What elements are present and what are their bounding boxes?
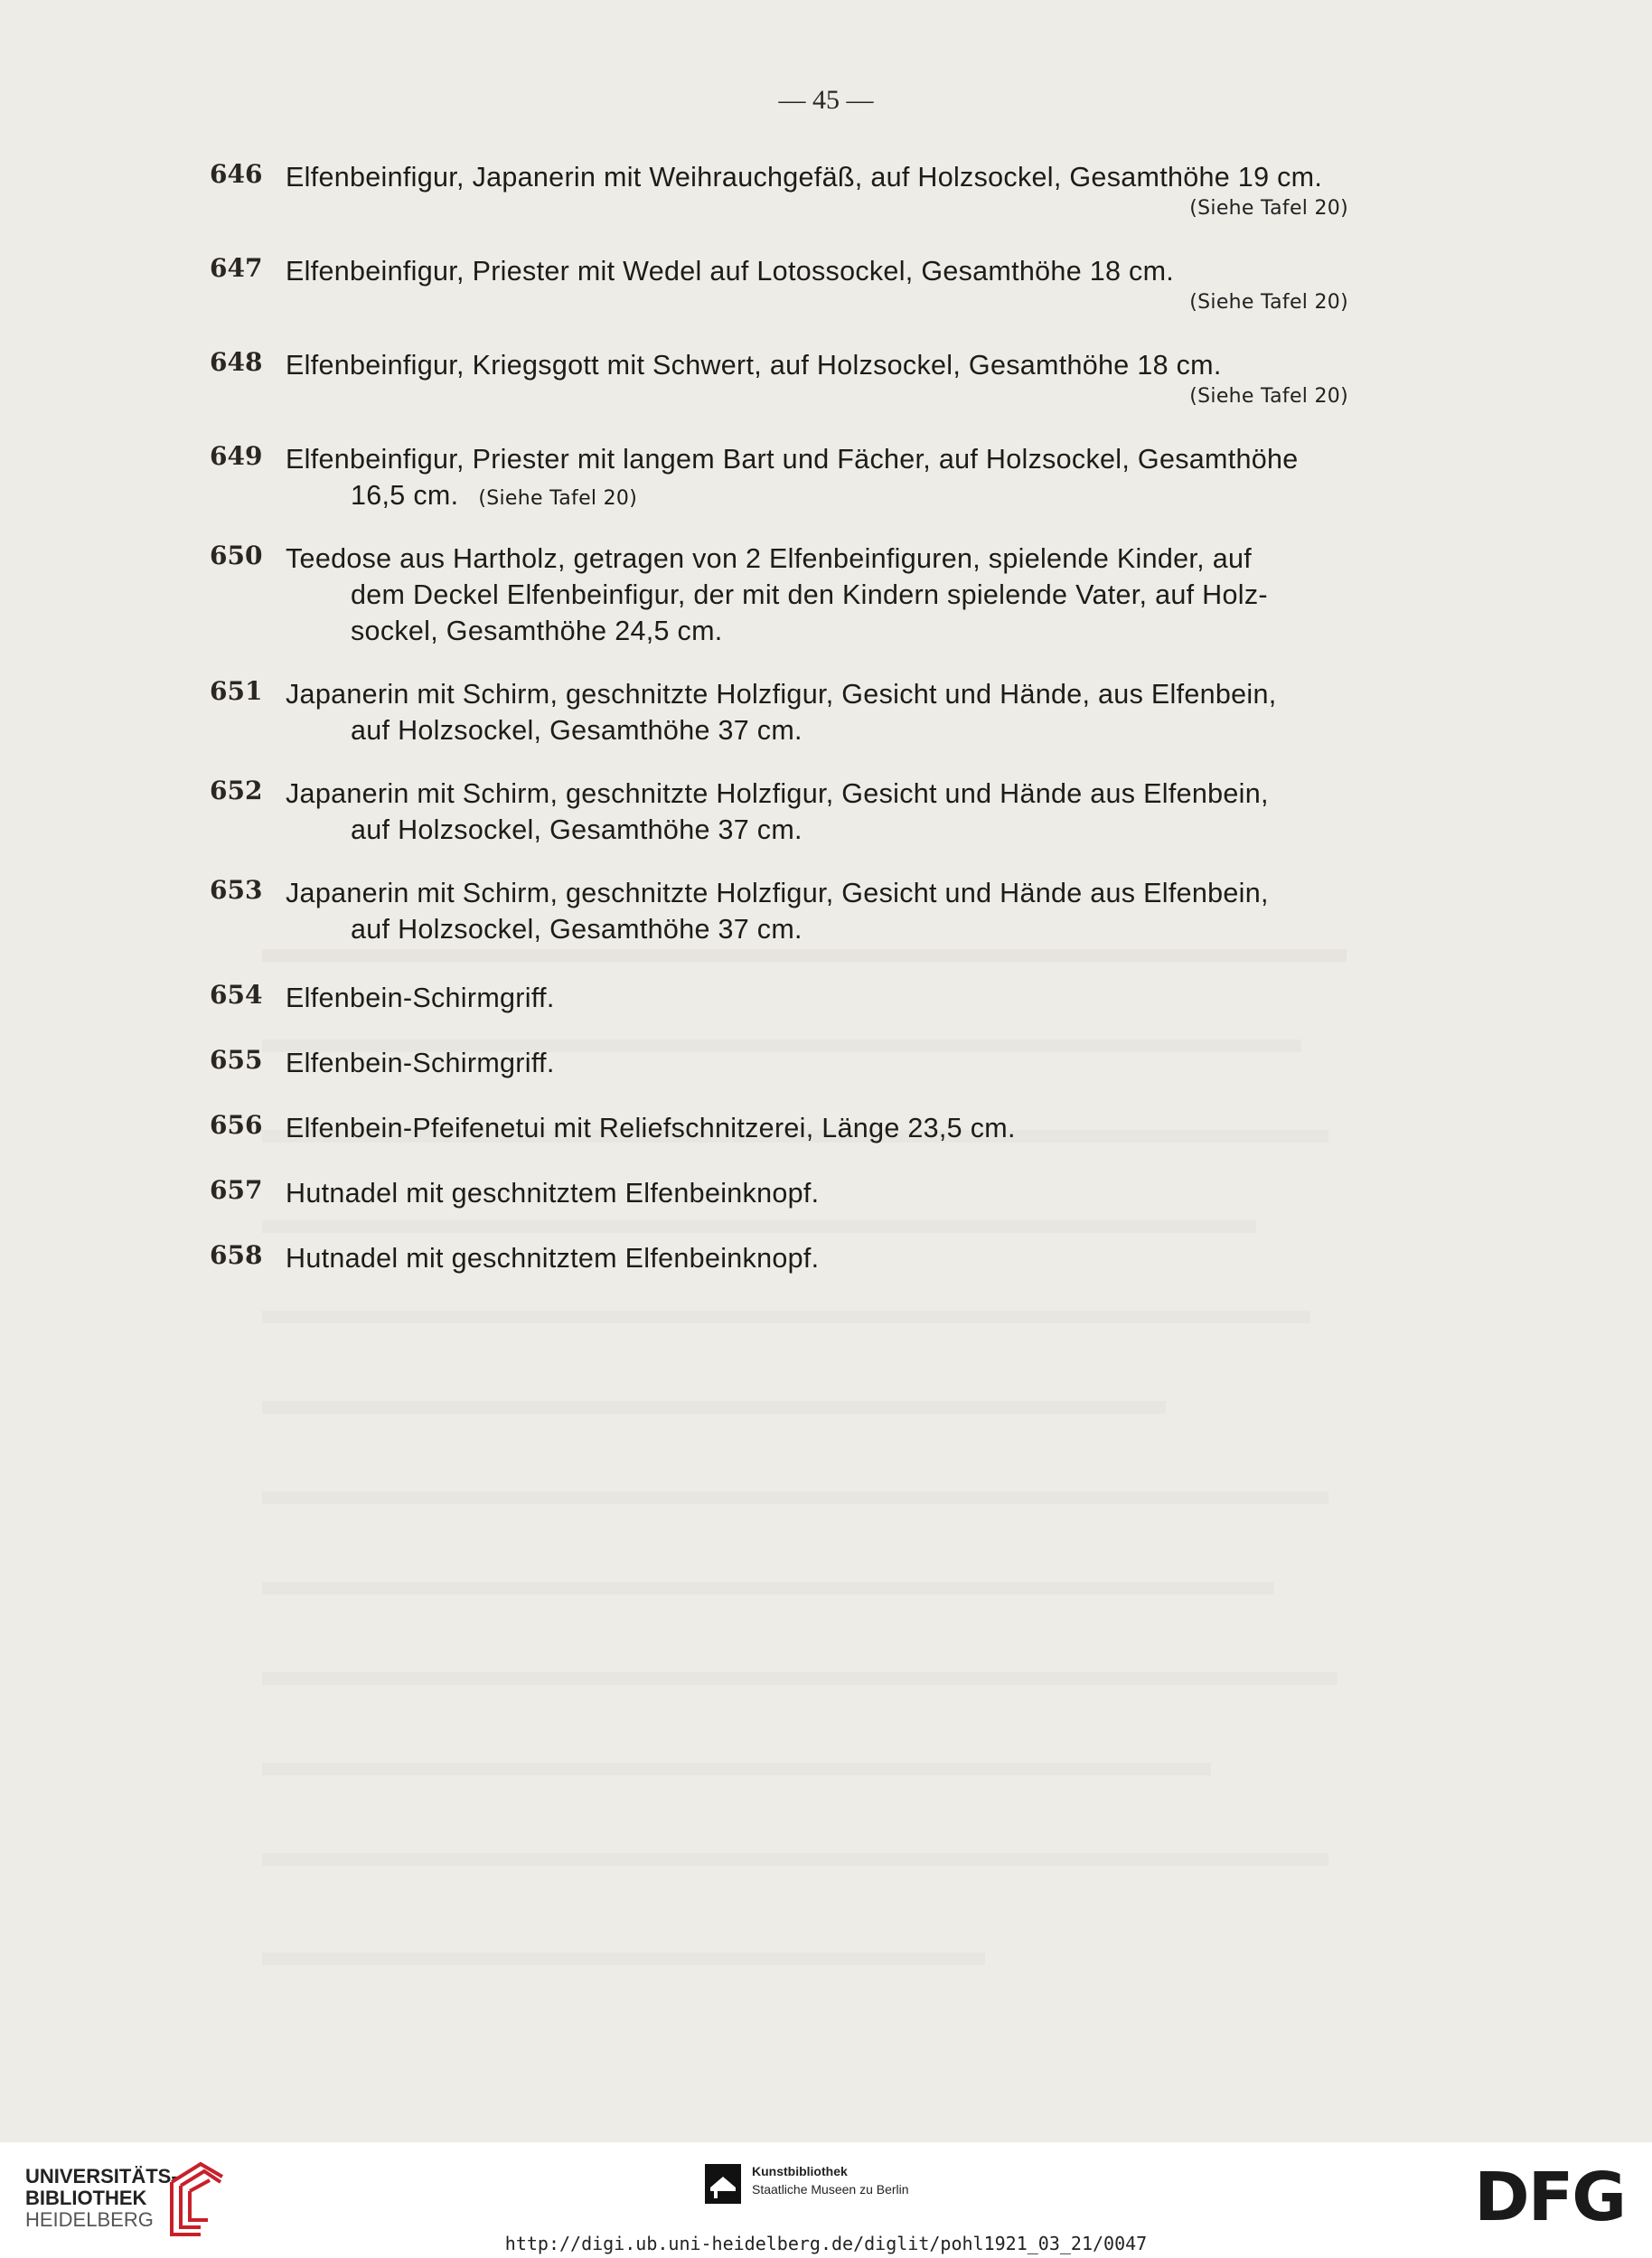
ub-heidelberg-logo-text[interactable]: UNIVERSITÄTS- BIBLIOTHEK HEIDELBERG — [25, 2165, 178, 2231]
digitization-footer — [0, 2142, 1652, 2258]
catalog-entry — [210, 541, 1348, 649]
catalog-entry — [210, 676, 1348, 748]
entry-number: 656 — [210, 1110, 263, 1140]
entry-description: Elfenbeinfigur, Priester mit langem Bart und Fächer, auf Holzsockel, Gesamthöhe — [286, 444, 1299, 475]
entry-number: 649 — [210, 441, 263, 471]
entry-number: 650 — [210, 541, 263, 570]
entry-description: Elfenbeinfigur, Japanerin mit Weihrauchgefäß, auf Holzsockel, Gesamthöhe 19 cm. — [286, 162, 1323, 193]
entry-number: 658 — [210, 1240, 263, 1270]
catalog-entry — [210, 1175, 1348, 1211]
entry-description: Elfenbeinfigur, Priester mit Wedel auf Lotossockel, Gesamthöhe 18 cm. — [286, 256, 1175, 287]
entry-number: 657 — [210, 1175, 263, 1205]
dfg-logo[interactable]: DFG — [1474, 2159, 1625, 2236]
entry-continuation: sockel, Gesamthöhe 24,5 cm. — [351, 616, 723, 646]
entry-description: Japanerin mit Schirm, geschnitzte Holzfigur, Gesicht und Hände aus Elfenbein, — [286, 778, 1269, 809]
catalog-entry — [210, 253, 1348, 316]
entry-description: Japanerin mit Schirm, geschnitzte Holzfigur, Gesicht und Hände, aus Elfenbein, — [286, 679, 1277, 710]
entry-description: Hutnadel mit geschnitztem Elfenbeinknopf. — [286, 1178, 820, 1209]
entry-continuation: 16,5 cm. — [351, 480, 459, 511]
entry-number: 647 — [210, 253, 263, 283]
entry-description: Elfenbein-Pfeifenetui mit Reliefschnitzerei, Länge 23,5 cm. — [286, 1113, 1016, 1143]
entry-number: 646 — [210, 159, 263, 189]
plate-reference: (Siehe Tafel 20) — [1189, 291, 1348, 314]
kunstbibliothek-logo-icon — [705, 2164, 741, 2204]
ub-heidelberg-logo-icon — [164, 2159, 228, 2238]
entry-number: 653 — [210, 875, 263, 905]
plate-reference: (Siehe Tafel 20) — [1189, 385, 1348, 408]
catalog-entry — [210, 1240, 1348, 1276]
entry-description: Hutnadel mit geschnitztem Elfenbeinknopf. — [286, 1243, 820, 1274]
catalog-entry — [210, 776, 1348, 848]
entry-continuation: auf Holzsockel, Gesamthöhe 37 cm. — [351, 914, 803, 945]
source-url[interactable]: http://digi.ub.uni-heidelberg.de/diglit/pohl1921_03_21/0047 — [504, 2233, 1148, 2254]
entry-number: 654 — [210, 980, 263, 1010]
catalog-entry — [210, 980, 1348, 1016]
catalog-entry — [210, 441, 1348, 517]
entry-description: Japanerin mit Schirm, geschnitzte Holzfigur, Gesicht und Hände aus Elfenbein, — [286, 878, 1269, 908]
catalog-entry — [210, 347, 1348, 410]
catalog-entry — [210, 1045, 1348, 1081]
entry-continuation: auf Holzsockel, Gesamthöhe 37 cm. — [351, 715, 803, 746]
plate-reference: (Siehe Tafel 20) — [478, 487, 638, 510]
kunstbibliothek-logo-text[interactable]: Kunstbibliothek Staatliche Museen zu Berlin — [752, 2164, 909, 2197]
entry-description: Elfenbein-Schirmgriff. — [286, 983, 555, 1013]
catalog-entry — [210, 159, 1348, 222]
entry-description: Teedose aus Hartholz, getragen von 2 Elfenbeinfiguren, spielende Kinder, auf — [286, 543, 1252, 574]
entry-number: 655 — [210, 1045, 263, 1075]
entry-number: 652 — [210, 776, 263, 805]
page-number: — 45 — — [778, 85, 874, 115]
entry-continuation: auf Holzsockel, Gesamthöhe 37 cm. — [351, 814, 803, 845]
entry-continuation: dem Deckel Elfenbeinfigur, der mit den Kindern spielende Vater, auf Holz- — [351, 579, 1268, 610]
catalog-entry — [210, 875, 1348, 947]
entry-number: 648 — [210, 347, 263, 377]
plate-reference: (Siehe Tafel 20) — [1189, 197, 1348, 220]
entry-description: Elfenbeinfigur, Kriegsgott mit Schwert, auf Holzsockel, Gesamthöhe 18 cm. — [286, 350, 1222, 381]
catalog-entry — [210, 1110, 1348, 1146]
entry-number: 651 — [210, 676, 263, 706]
entry-description: Elfenbein-Schirmgriff. — [286, 1048, 555, 1078]
